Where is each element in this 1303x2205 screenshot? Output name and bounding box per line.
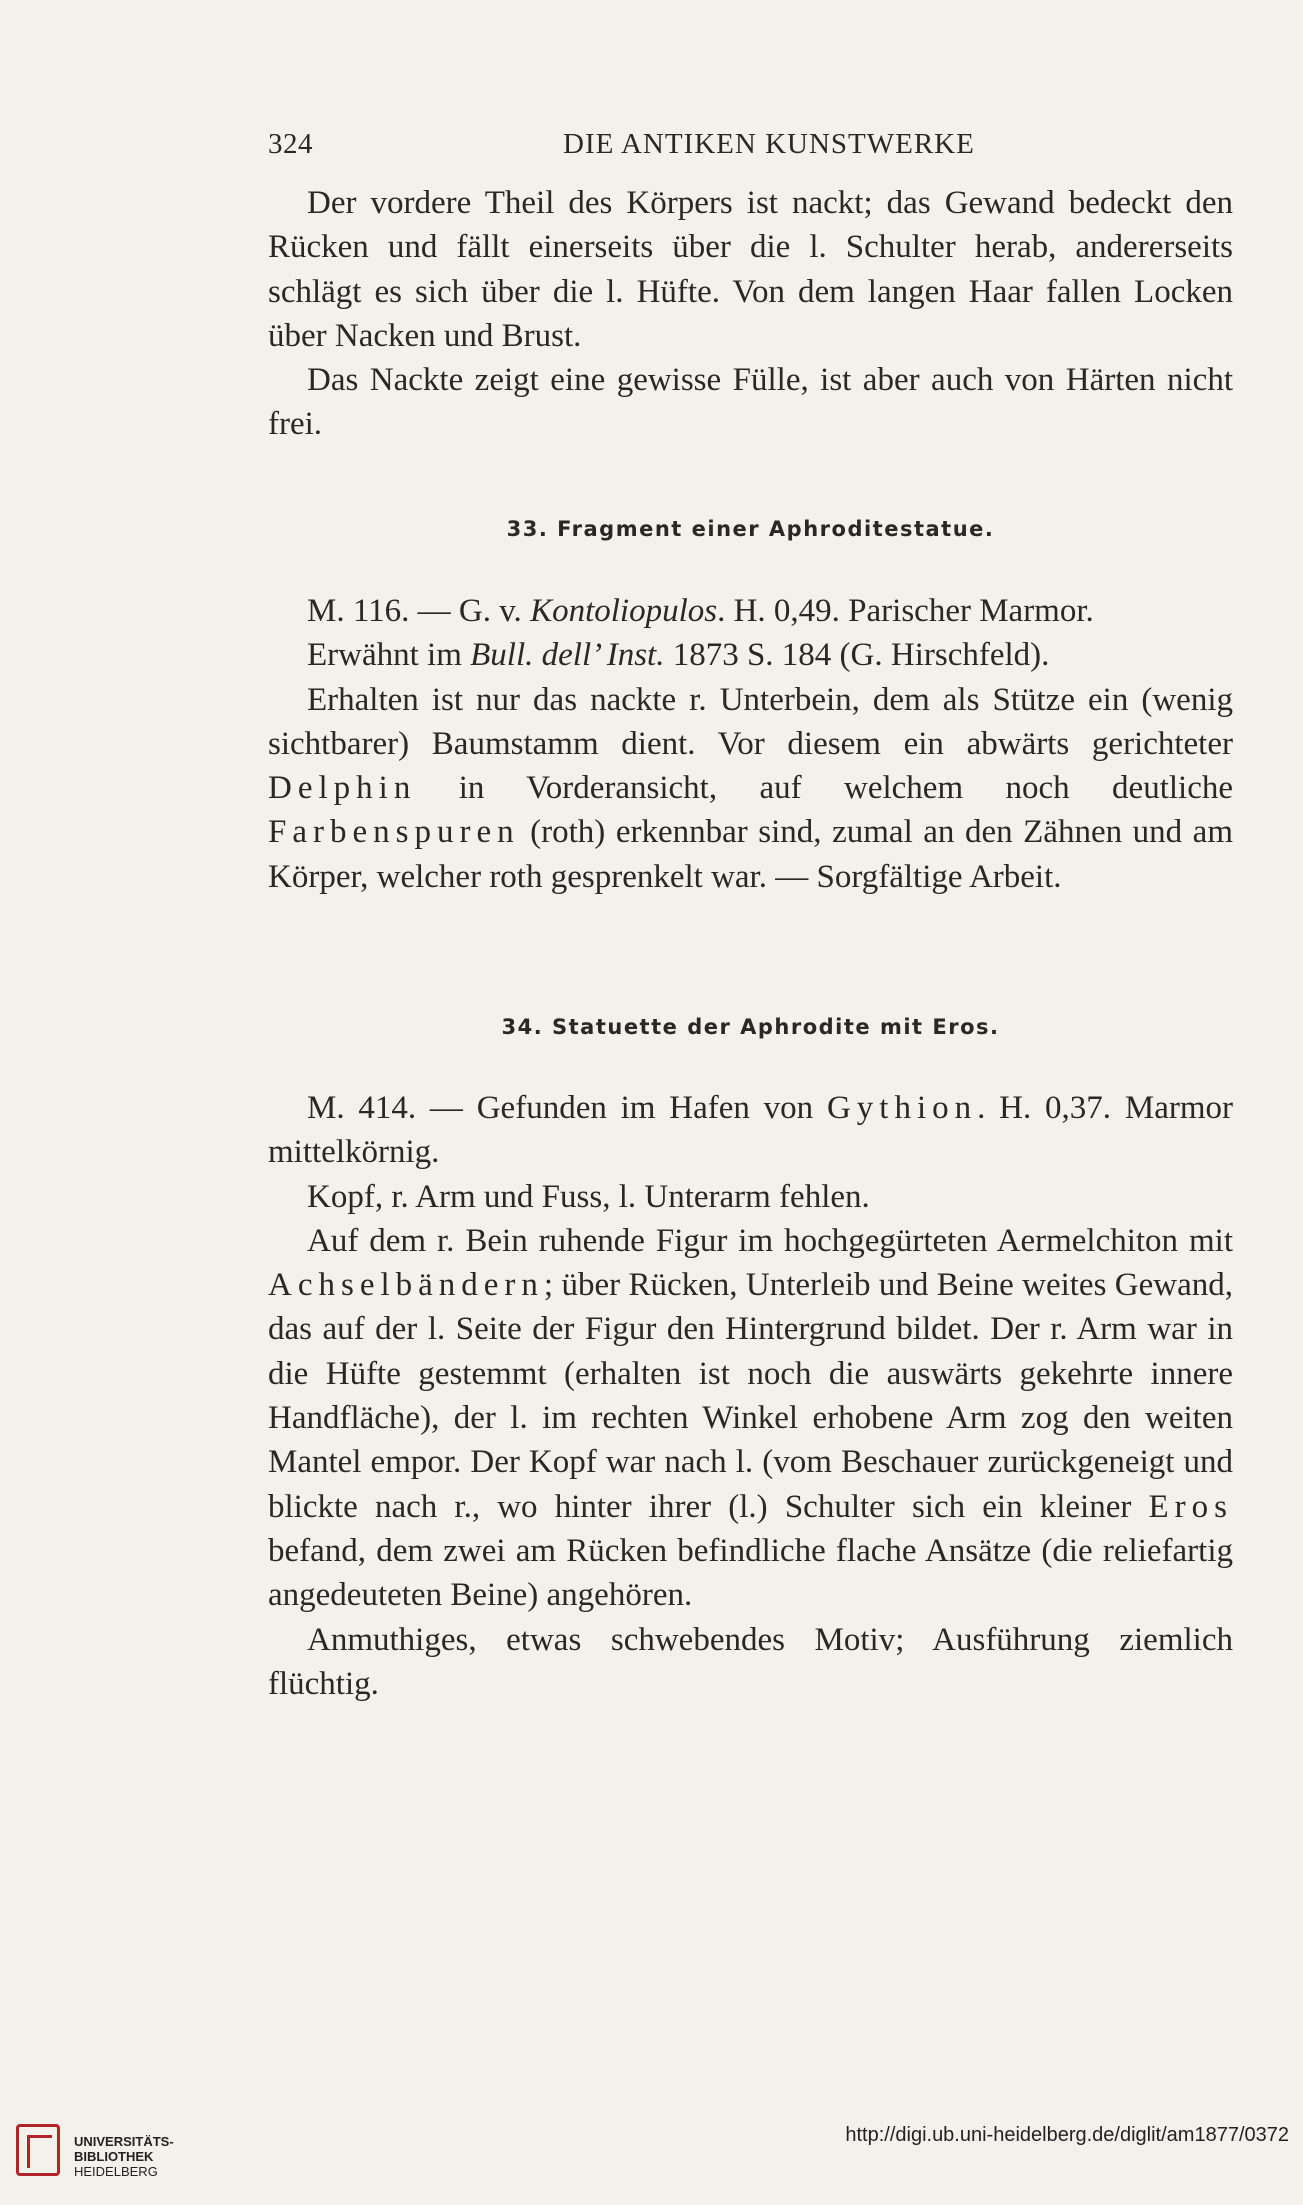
logo-line: BIBLIOTHEK <box>74 2149 154 2164</box>
text-run: 1873 S. 184 (G. Hirschfeld). <box>664 637 1050 674</box>
paragraph <box>268 1219 1233 1618</box>
running-title: DIE ANTIKEN KUNSTWERKE <box>563 128 975 160</box>
page-number: 324 <box>268 128 313 160</box>
section-heading-34: 34. Statuette der Aphrodite mit Eros. <box>501 1015 1000 1039</box>
text-run: Erwähnt im <box>307 637 471 674</box>
text-run: . H. 0,49. Parischer Marmor. <box>717 593 1094 629</box>
text-run: ; über Rücken, Unterleib und Beine weites Gewand, das auf der l. Seite der Figur den Hintergrund bildet. Der r. Arm war in die Hüfte gestemmt (erhalten ist noch die auswärts gekehrte innere Handfläche), der l. im rechten Winkel erhobene Arm zog den weiten Mantel empor. Der Kopf war nach l. (vom Beschauer zurückgeneigt und blickte nach r., wo hinter ihrer (l.) Schulter sich ein kleiner <box>268 1267 1233 1525</box>
paragraph <box>268 589 1233 633</box>
paragraph: Das Nackte zeigt eine gewisse Fülle, ist aber auch von Härten nicht frei. <box>268 362 1233 443</box>
paragraph: Anmuthiges, etwas schwebendes Motiv; Ausführung ziemlich flüchtig. <box>268 1621 1233 1702</box>
text-run: in Vorderansicht, auf welchem noch deutliche <box>416 770 1233 807</box>
permalink-url[interactable]: http://digi.ub.uni-heidelberg.de/diglit/am1877/0372 <box>845 2124 1289 2146</box>
logo-line: UNIVERSITÄTS- <box>74 2134 174 2149</box>
spaced-run: Achselbändern <box>268 1267 544 1304</box>
text-run: befand, dem zwei am Rücken befindliche flache Ansätze (die reliefartig angedeuteten Beine) angehören. <box>268 1532 1233 1614</box>
text-block-33 <box>268 589 1233 899</box>
text-run: Auf dem r. Bein ruhende Figur im hochgegürteten Aermelchiton mit <box>307 1222 1233 1259</box>
spaced-run: Farbenspuren <box>268 814 520 851</box>
library-logo-icon <box>16 2124 60 2176</box>
text-run: . H. 0,37. Marmor mittelkörnig. <box>268 1090 1233 1171</box>
paragraph <box>268 633 1233 677</box>
library-logo-text <box>74 2134 174 2179</box>
logo-line: HEIDELBERG <box>74 2164 158 2179</box>
text-run: M. 414. — Gefunden im Hafen von <box>307 1090 827 1126</box>
text-run: (roth) erkennbar sind, zumal an den Zähnen und am Körper, welcher roth gesprenkelt war. — Sorgfältige Arbeit. <box>268 814 1233 895</box>
italic-run: Bull. dell’ Inst. <box>470 637 665 674</box>
spaced-run: Gythion <box>826 1090 978 1126</box>
paragraph <box>268 678 1233 899</box>
text-run: Erhalten ist nur das nackte r. Unterbein, dem als Stütze ein (wenig sichtbarer) Baumstamm dient. Vor diesem ein abwärts gerichteter <box>268 681 1233 762</box>
page-header <box>268 128 1238 168</box>
text-run: M. 116. — G. v. <box>307 593 531 629</box>
text-block-intro <box>268 181 1233 447</box>
spaced-run: Eros <box>1148 1488 1233 1525</box>
paragraph: Kopf, r. Arm und Fuss, l. Unterarm fehlen. <box>307 1178 870 1215</box>
section-heading-33: 33. Fragment einer Aphroditestatue. <box>506 517 995 541</box>
italic-run: Kontoliopulos <box>530 593 718 629</box>
spaced-run: Delphin <box>268 770 417 807</box>
paragraph <box>268 1086 1233 1175</box>
library-logo[interactable] <box>16 2118 186 2188</box>
paragraph: Der vordere Theil des Körpers ist nackt; das Gewand bedeckt den Rücken und fällt einerseits über die l. Schulter herab, andererseits schlägt es sich über die l. Hüfte. Von dem langen Haar fallen Locken über Nacken und Brust. <box>268 185 1233 354</box>
text-block-34 <box>268 1086 1233 1706</box>
